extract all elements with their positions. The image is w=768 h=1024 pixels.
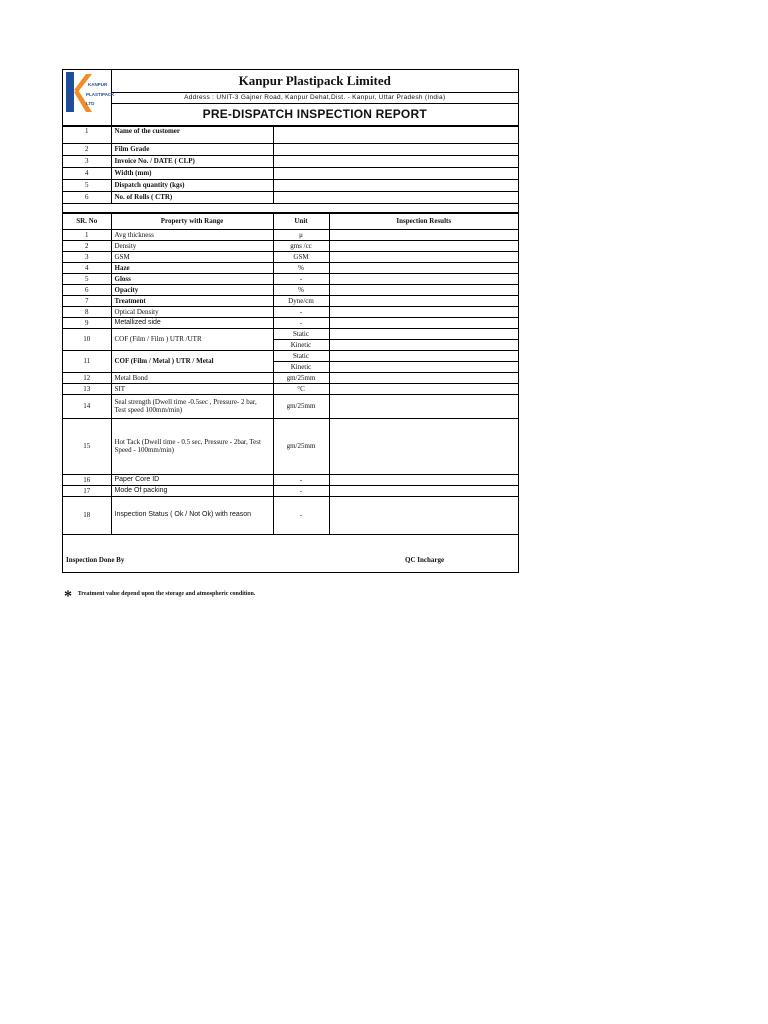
info-value[interactable]	[273, 167, 518, 179]
property-unit-2: Kinetic	[273, 339, 329, 350]
property-row	[63, 262, 518, 273]
info-label: Width (mm)	[111, 167, 273, 179]
info-no: 3	[63, 155, 111, 167]
info-label: Dispatch quantity (kgs)	[111, 179, 273, 191]
property-result[interactable]	[329, 273, 518, 284]
property-no: 12	[63, 372, 111, 383]
property-unit: -	[273, 317, 329, 328]
property-name: GSM	[111, 251, 273, 262]
property-result[interactable]	[329, 295, 518, 306]
treatment-note	[64, 588, 255, 606]
property-row	[63, 418, 518, 474]
property-no: 2	[63, 240, 111, 251]
property-name: Hot Tack (Dwell time - 0.5 sec, Pressure - 2bar, Test Speed - 100mm/min)	[111, 418, 273, 474]
property-result[interactable]	[329, 262, 518, 273]
property-no: 17	[63, 485, 111, 496]
property-row	[63, 251, 518, 262]
header-sr-no: SR. No	[63, 213, 111, 229]
kpl-logo-icon	[64, 70, 115, 122]
info-label: No. of Rolls ( CTR)	[111, 191, 273, 203]
property-unit: gm/25mm	[273, 372, 329, 383]
property-result[interactable]	[329, 474, 518, 485]
header-property: Property with Range	[111, 213, 273, 229]
property-unit: GSM	[273, 251, 329, 262]
property-name: Paper Core ID	[111, 474, 273, 485]
property-row	[63, 394, 518, 418]
property-row	[63, 317, 518, 328]
property-unit: -	[273, 485, 329, 496]
property-row	[63, 284, 518, 295]
property-result[interactable]	[329, 284, 518, 295]
property-result[interactable]	[329, 339, 518, 350]
property-no: 1	[63, 229, 111, 240]
svg-text:LTD: LTD	[85, 101, 95, 107]
property-unit: -	[273, 474, 329, 485]
property-result[interactable]	[329, 328, 518, 339]
property-unit: gm/25mm	[273, 418, 329, 474]
property-no: 10	[63, 328, 111, 350]
info-row	[63, 126, 518, 143]
property-name: Density	[111, 240, 273, 251]
info-value[interactable]	[273, 126, 518, 143]
property-row	[63, 328, 518, 339]
info-row	[63, 143, 518, 155]
info-row	[63, 167, 518, 179]
property-row	[63, 229, 518, 240]
property-no: 13	[63, 383, 111, 394]
property-no: 11	[63, 350, 111, 372]
property-no: 15	[63, 418, 111, 474]
property-name: COF (Film / Film ) UTR /UTR	[111, 328, 273, 350]
property-unit: °C	[273, 383, 329, 394]
property-no: 16	[63, 474, 111, 485]
info-row	[63, 191, 518, 203]
svg-text:KANPUR: KANPUR	[87, 82, 108, 88]
property-no: 7	[63, 295, 111, 306]
property-name: Metal Bond	[111, 372, 273, 383]
company-logo	[63, 70, 115, 125]
property-result[interactable]	[329, 240, 518, 251]
property-result[interactable]	[329, 229, 518, 240]
property-name: Metallized side	[111, 317, 273, 328]
property-name: Haze	[111, 262, 273, 273]
property-no: 18	[63, 496, 111, 534]
property-no: 3	[63, 251, 111, 262]
property-result[interactable]	[329, 394, 518, 418]
property-unit: Static	[273, 328, 329, 339]
inspection-report-form	[62, 69, 519, 573]
property-no: 8	[63, 306, 111, 317]
info-no: 5	[63, 179, 111, 191]
property-row	[63, 383, 518, 394]
info-value[interactable]	[273, 191, 518, 203]
property-unit-2: Kinetic	[273, 361, 329, 372]
property-unit: μ	[273, 229, 329, 240]
info-no: 1	[63, 126, 111, 143]
property-no: 5	[63, 273, 111, 284]
property-row	[63, 474, 518, 485]
info-value[interactable]	[273, 143, 518, 155]
property-name: COF (Film / Metal ) UTR / Metal	[111, 350, 273, 372]
property-unit: Static	[273, 350, 329, 361]
property-result[interactable]	[329, 251, 518, 262]
report-title: PRE-DISPATCH INSPECTION REPORT	[111, 103, 518, 125]
property-result[interactable]	[329, 317, 518, 328]
property-name: Treatment	[111, 295, 273, 306]
info-row	[63, 179, 518, 191]
property-name: Inspection Status ( Ok / Not Ok) with reason	[111, 496, 273, 534]
inspection-done-by: Inspection Done By	[66, 556, 125, 565]
property-unit: Dyne/cm	[273, 295, 329, 306]
property-unit: %	[273, 284, 329, 295]
property-name: Mode Of packing	[111, 485, 273, 496]
property-unit: %	[273, 262, 329, 273]
header-results: Inspection Results	[329, 213, 518, 229]
property-name: Avg thickness	[111, 229, 273, 240]
property-row	[63, 496, 518, 534]
info-value[interactable]	[273, 155, 518, 167]
property-name: Seal strength (Dwell time -0.5sec , Pressure- 2 bar, Test speed 100mm/min)	[111, 394, 273, 418]
property-row	[63, 273, 518, 284]
property-unit: gm/25mm	[273, 394, 329, 418]
info-no: 4	[63, 167, 111, 179]
property-name: Gloss	[111, 273, 273, 284]
property-no: 14	[63, 394, 111, 418]
property-no: 4	[63, 262, 111, 273]
report-header	[63, 70, 518, 126]
property-unit: -	[273, 496, 329, 534]
info-no: 6	[63, 191, 111, 203]
company-name: Kanpur Plastipack Limited	[111, 70, 518, 92]
property-no: 9	[63, 317, 111, 328]
asterisk-icon: *	[64, 588, 72, 605]
property-result[interactable]	[329, 418, 518, 474]
property-row	[63, 295, 518, 306]
property-table	[63, 213, 518, 573]
property-row	[63, 240, 518, 251]
info-row	[63, 155, 518, 167]
property-row	[63, 485, 518, 496]
property-result[interactable]	[329, 383, 518, 394]
info-label: Name of the customer	[111, 126, 273, 143]
company-address: Address : UNIT-3 Gajner Road, Kanpur Dehat,Dist. - Kanpur, Uttar Pradesh (India)	[111, 92, 518, 103]
property-name: Opacity	[111, 284, 273, 295]
shipment-info-table	[63, 126, 518, 213]
property-row	[63, 372, 518, 383]
property-row	[63, 306, 518, 317]
info-label: Film Grade	[111, 143, 273, 155]
info-value[interactable]	[273, 179, 518, 191]
info-label: Invoice No. / DATE ( CLP)	[111, 155, 273, 167]
property-result[interactable]	[329, 485, 518, 496]
svg-text:PLASTIPACK: PLASTIPACK	[85, 92, 115, 98]
property-result[interactable]	[329, 350, 518, 361]
header-unit: Unit	[273, 213, 329, 229]
note-text: Treatment value depend upon the storage and atmospheric condition.	[77, 591, 256, 597]
property-unit: gms /cc	[273, 240, 329, 251]
property-name: Optical Density	[111, 306, 273, 317]
property-result[interactable]	[329, 496, 518, 534]
property-unit: -	[273, 273, 329, 284]
property-name: SIT	[111, 383, 273, 394]
property-no: 6	[63, 284, 111, 295]
property-result[interactable]	[329, 306, 518, 317]
property-result[interactable]	[329, 361, 518, 372]
property-unit: -	[273, 306, 329, 317]
info-no: 2	[63, 143, 111, 155]
property-row	[63, 350, 518, 361]
property-result[interactable]	[329, 372, 518, 383]
qc-incharge: QC Incharge	[405, 556, 445, 565]
